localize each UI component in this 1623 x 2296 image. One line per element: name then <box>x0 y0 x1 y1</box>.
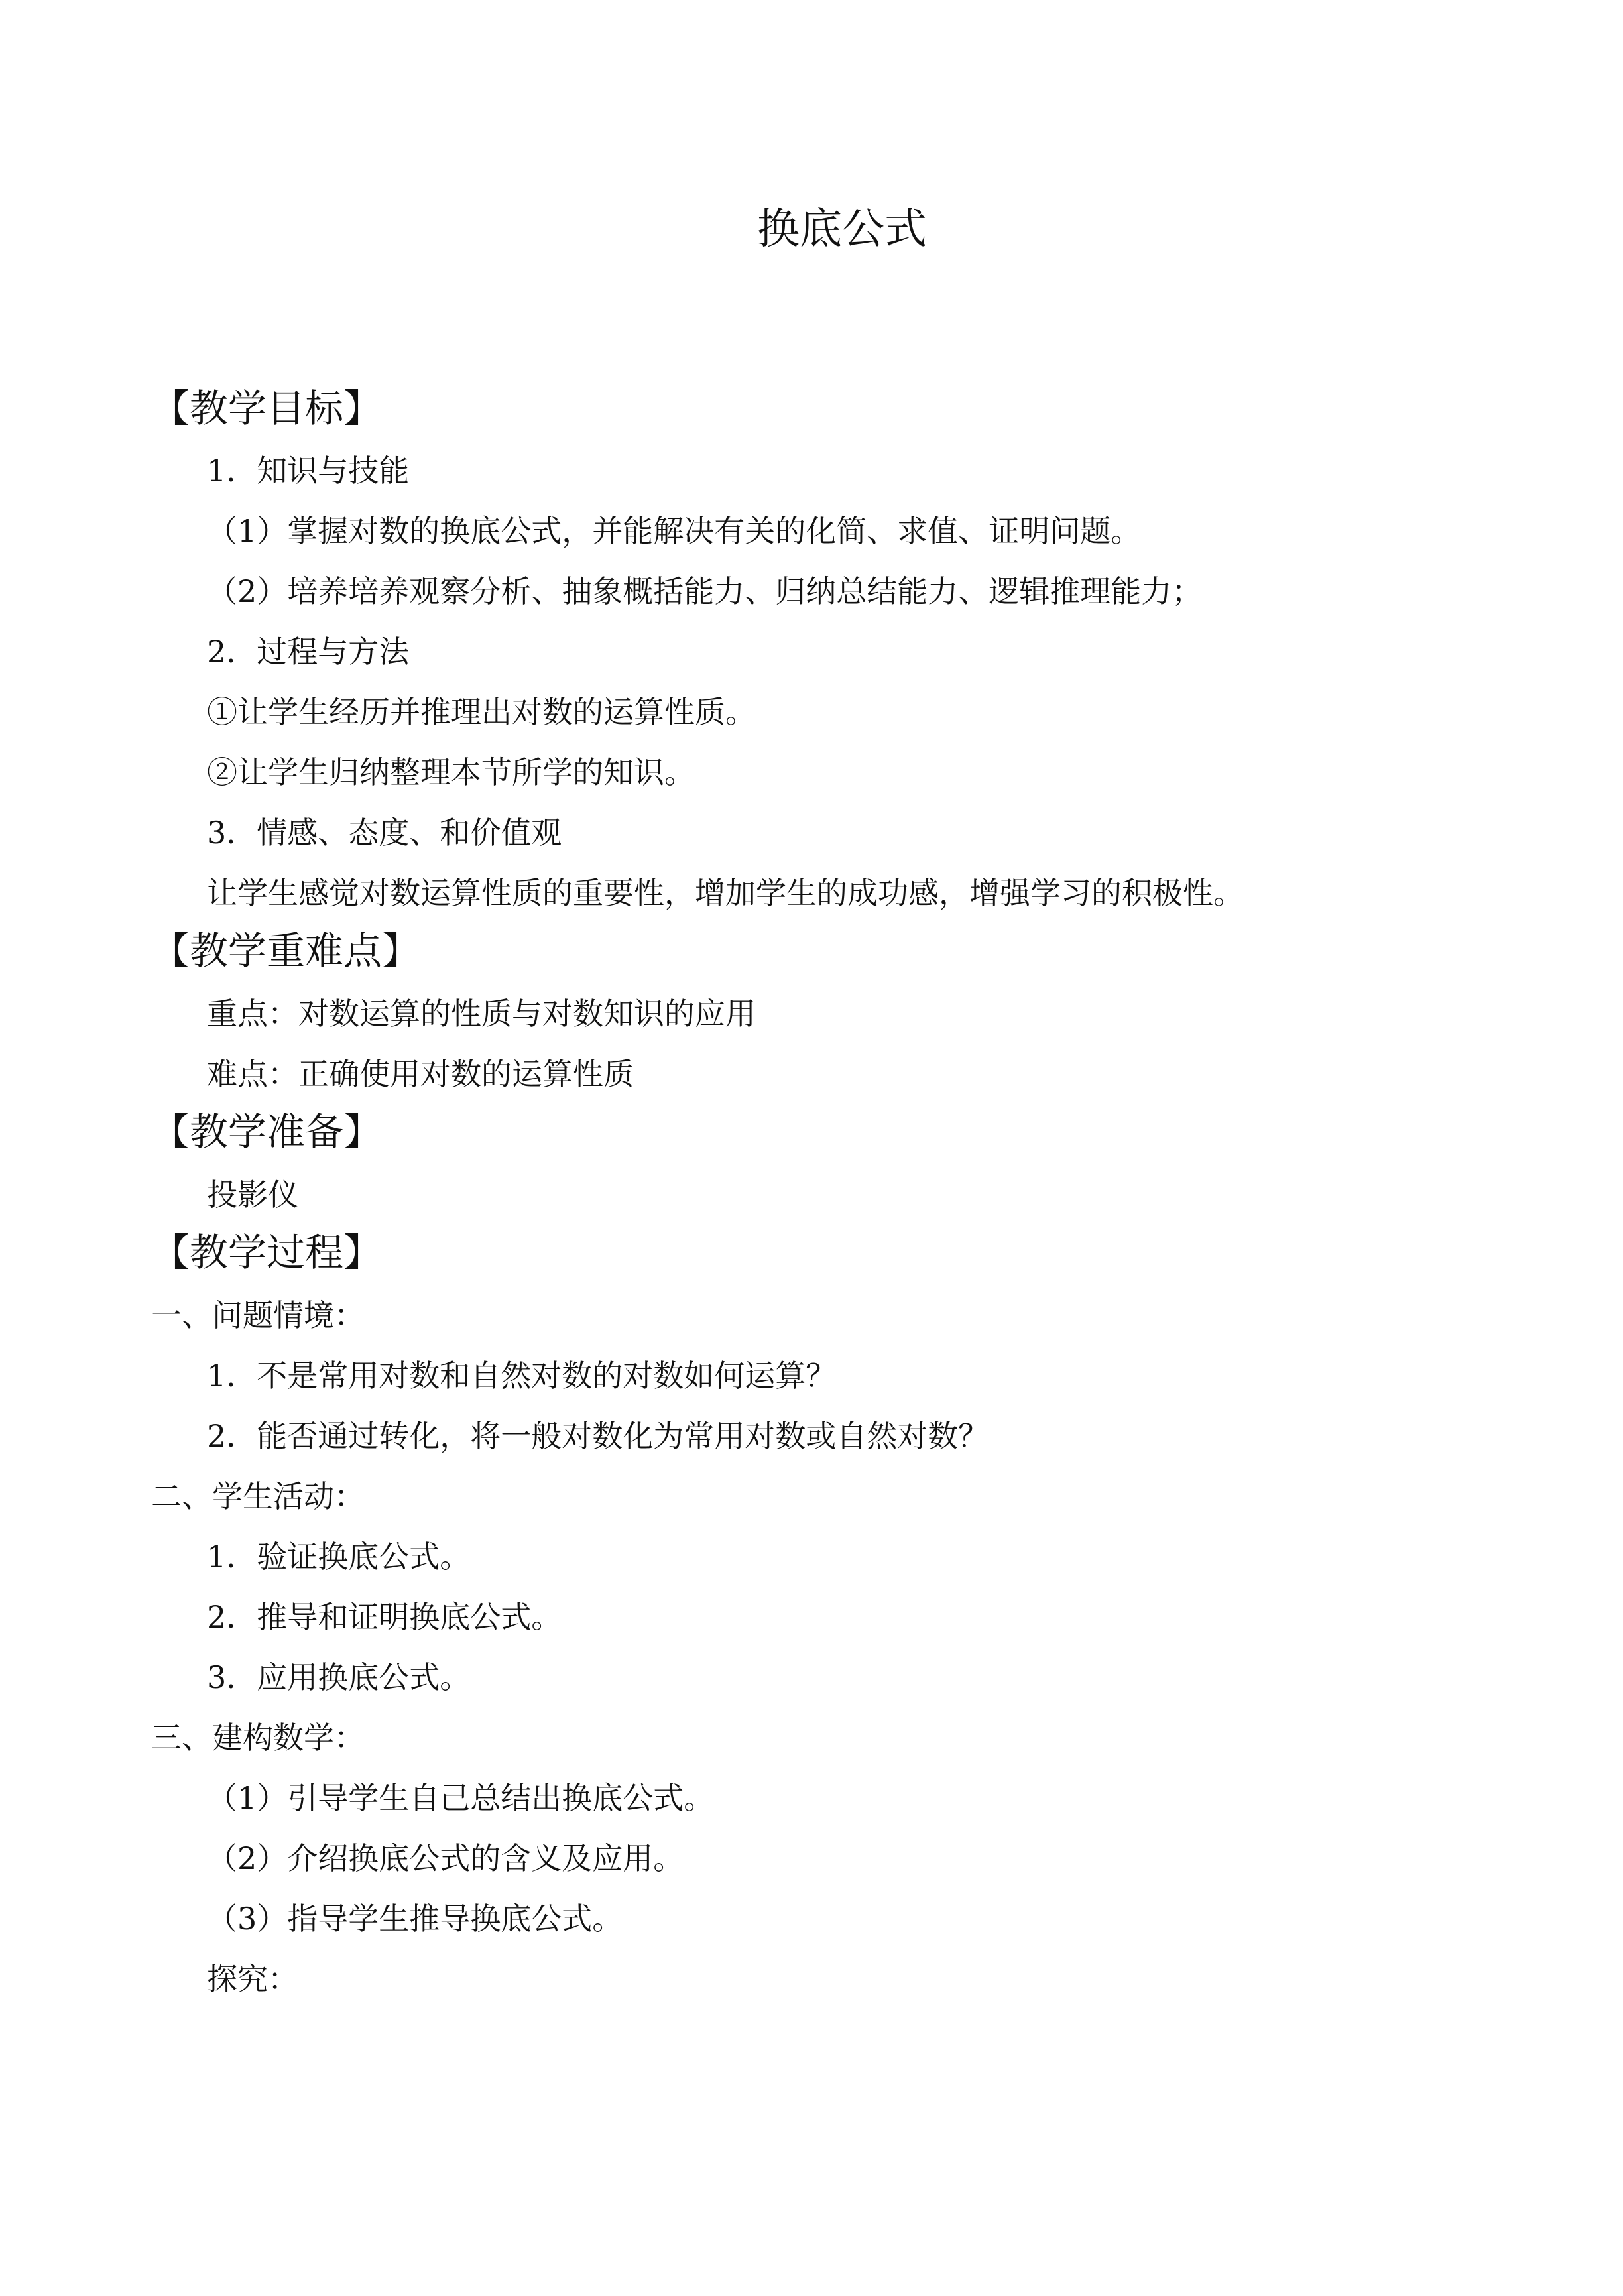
section-heading-objectives: 【教学目标】 <box>151 386 383 431</box>
process-line-10: （2）介绍换底公式的含义及应用。 <box>207 1841 684 1876</box>
objectives-line-8: 让学生感觉对数运算性质的重要性，增加学生的成功感，增强学习的积极性。 <box>207 875 1244 911</box>
process-line-5: 1．验证换底公式。 <box>207 1539 471 1575</box>
key-points-line-1: 重点：对数运算的性质与对数知识的应用 <box>207 996 756 1032</box>
process-line-9: （1）引导学生自己总结出换底公式。 <box>207 1780 715 1816</box>
process-line-12: 探究： <box>207 1961 298 1997</box>
process-line-8: 三、建构数学： <box>151 1720 365 1756</box>
section-heading-preparation: 【教学准备】 <box>151 1109 383 1154</box>
objectives-line-4: 2．过程与方法 <box>207 634 410 670</box>
process-line-7: 3．应用换底公式。 <box>207 1660 471 1695</box>
objectives-line-3: （2）培养培养观察分析、抽象概括能力、归纳总结能力、逻辑推理能力； <box>207 574 1203 609</box>
preparation-line-1: 投影仪 <box>207 1177 298 1213</box>
document-title: 换底公式 <box>757 205 927 254</box>
process-line-11: （3）指导学生推导换底公式。 <box>207 1901 623 1937</box>
objectives-line-5: ①让学生经历并推理出对数的运算性质。 <box>207 694 756 730</box>
process-line-3: 2．能否通过转化，将一般对数化为常用对数或自然对数？ <box>207 1418 989 1454</box>
process-line-6: 2．推导和证明换底公式。 <box>207 1599 562 1635</box>
objectives-line-2: （1）掌握对数的换底公式，并能解决有关的化简、求值、证明问题。 <box>207 513 1142 549</box>
process-line-4: 二、学生活动： <box>151 1479 365 1514</box>
process-line-1: 一、问题情境： <box>151 1298 365 1333</box>
objectives-line-1: 1．知识与技能 <box>207 453 410 489</box>
section-heading-key-points: 【教学重难点】 <box>151 928 421 973</box>
key-points-line-2: 难点：正确使用对数的运算性质 <box>207 1056 634 1092</box>
objectives-line-6: ②让学生归纳整理本节所学的知识。 <box>207 755 695 790</box>
objectives-line-7: 3．情感、态度、和价值观 <box>207 815 562 851</box>
process-line-2: 1．不是常用对数和自然对数的对数如何运算？ <box>207 1358 837 1394</box>
section-heading-process: 【教学过程】 <box>151 1230 383 1275</box>
